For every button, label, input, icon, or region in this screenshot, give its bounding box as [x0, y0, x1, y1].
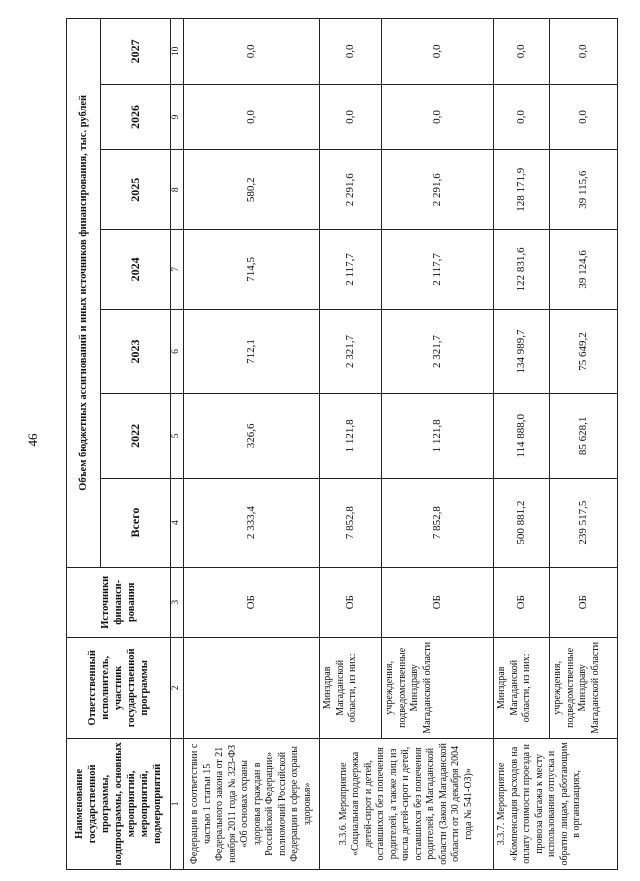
row-source: ОБ: [320, 567, 382, 637]
row-value-2027: 0,0: [494, 19, 550, 85]
row-total: 500 881,2: [494, 478, 550, 567]
page-number: 46: [25, 433, 40, 447]
table-row: [184, 19, 320, 870]
header-year-2025: 2025: [101, 150, 171, 230]
row-value-2024: 714,5: [184, 230, 320, 310]
row-executor: Минздрав Магаданской области, из них:: [320, 637, 382, 738]
row-value-2025: 2 291,6: [320, 150, 382, 230]
row-executor: Минздрав Магаданской области, из них:: [494, 637, 550, 738]
header-source: Источники финанси-рования: [67, 567, 171, 637]
row-value-2026: 0,0: [494, 84, 550, 150]
row-source: ОБ: [550, 567, 618, 637]
col-number: 7: [171, 230, 184, 310]
header-year-2023: 2023: [101, 309, 171, 393]
row-total: 2 333,4: [184, 478, 320, 567]
financing-table: [66, 18, 618, 870]
row-value-2025: 128 171,9: [494, 150, 550, 230]
row-value-2027: 0,0: [184, 19, 320, 85]
header-financing-group: Объем бюджетных ассигнований и иных источников финансирования, тыс. рублей: [67, 19, 101, 568]
row-executor: учреждения, подведомственные Минздраву Магаданской области: [382, 637, 494, 738]
col-number: 10: [171, 19, 184, 85]
header-name: Наименование государственной программы, подпрограммы, основных мероприятий, мероприятий, подмероприятий: [67, 738, 171, 869]
col-number: 8: [171, 150, 184, 230]
header-year-2024: 2024: [101, 230, 171, 310]
row-value-2026: 0,0: [184, 84, 320, 150]
row-value-2022: 85 628,1: [550, 394, 618, 478]
row-value-2024: 39 124,6: [550, 230, 618, 310]
header-year-2026: 2026: [101, 84, 171, 150]
row-source: ОБ: [382, 567, 494, 637]
row-name: 3.3.6. Мероприятие «Социальная поддержка детей-сирот и детей, оставшихся без попечения родителей, а также лиц из числа детей-сирот и детей, оставшихся без попечения родителей, в Магаданской области (Закон Магаданской области от 30 декабря 2004 года № 541-ОЗ)»: [320, 738, 494, 869]
row-value-2023: 2 321,7: [320, 309, 382, 393]
col-number: 1: [171, 738, 184, 869]
row-value-2023: 2 321,7: [382, 309, 494, 393]
row-name: Федерации в соответствии с частью 1 статьи 15 Федерального закона от 21 ноября 2011 года № 323-ФЗ «Об основах охраны здоровья граждан в Российской Федерации» полномочий Российской Федерации в сфере охраны здоровья»: [184, 738, 320, 869]
row-name: 3.3.7. Мероприятие «Компенсация расходов на оплату стоимости проезда и провоза багажа к месту использования отпуска и обратно лицам, работающим в организациях,: [494, 738, 618, 869]
row-value-2023: 134 989,7: [494, 309, 550, 393]
col-number: 3: [171, 567, 184, 637]
col-number: 2: [171, 637, 184, 738]
header-year-2022: 2022: [101, 394, 171, 478]
row-executor: [184, 637, 320, 738]
row-value-2025: 580,2: [184, 150, 320, 230]
row-value-2025: 2 291,6: [382, 150, 494, 230]
table-row: [494, 19, 550, 870]
row-value-2022: 1 121,8: [320, 394, 382, 478]
row-value-2024: 122 831,6: [494, 230, 550, 310]
row-value-2022: 114 888,0: [494, 394, 550, 478]
row-source: ОБ: [184, 567, 320, 637]
row-value-2026: 0,0: [550, 84, 618, 150]
rotated-table-container: [66, 18, 601, 870]
row-executor: учреждения, подведомственные Минздраву Магаданской области: [550, 637, 618, 738]
row-value-2024: 2 117,7: [320, 230, 382, 310]
col-number: 5: [171, 394, 184, 478]
row-source: ОБ: [494, 567, 550, 637]
row-value-2022: 326,6: [184, 394, 320, 478]
row-value-2025: 39 115,6: [550, 150, 618, 230]
header-executor: Ответственный исполнитель, участник государственной программы: [67, 637, 171, 738]
row-value-2023: 712,1: [184, 309, 320, 393]
col-number: 9: [171, 84, 184, 150]
row-value-2026: 0,0: [382, 84, 494, 150]
row-value-2024: 2 117,7: [382, 230, 494, 310]
row-total: 239 517,5: [550, 478, 618, 567]
row-value-2023: 75 649,2: [550, 309, 618, 393]
col-number: 4: [171, 478, 184, 567]
row-value-2026: 0,0: [320, 84, 382, 150]
table-row: [320, 19, 382, 870]
col-number: 6: [171, 309, 184, 393]
row-value-2027: 0,0: [320, 19, 382, 85]
row-total: 7 852,8: [320, 478, 382, 567]
header-total: Всего: [101, 478, 171, 567]
row-value-2027: 0,0: [382, 19, 494, 85]
header-year-2027: 2027: [101, 19, 171, 85]
row-value-2022: 1 121,8: [382, 394, 494, 478]
row-total: 7 852,8: [382, 478, 494, 567]
row-value-2027: 0,0: [550, 19, 618, 85]
